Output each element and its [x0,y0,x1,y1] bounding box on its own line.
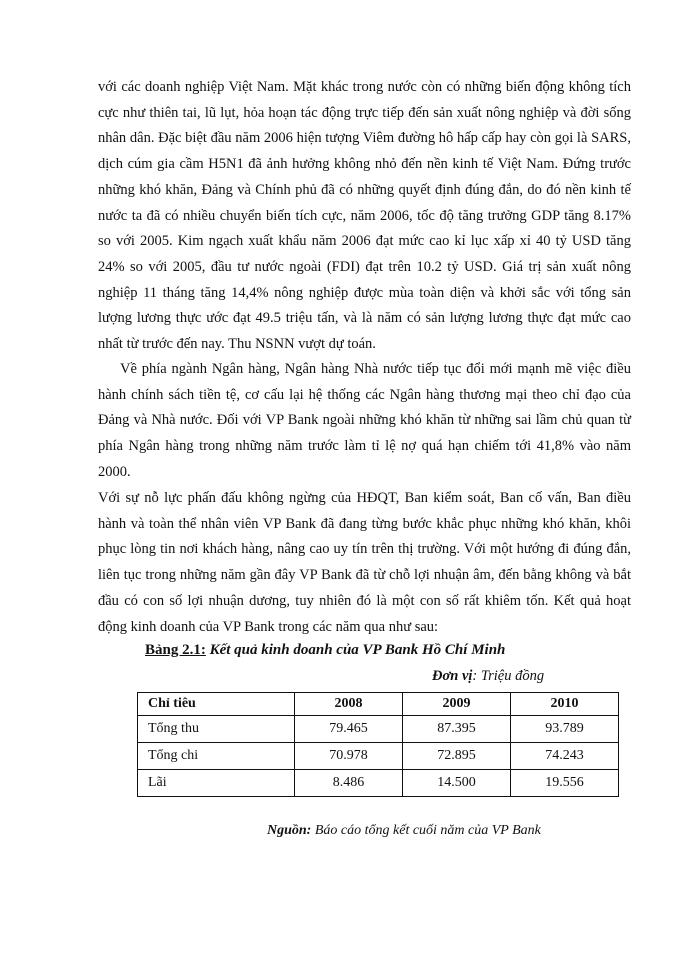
paragraph-banking-sector: Về phía ngành Ngân hàng, Ngân hàng Nhà nước tiếp tục đổi mới mạnh mẽ việc điều hành chính sách tiền tệ, cơ cấu lại hệ thống các Ngân hàng thương mại theo chỉ đạo của Đảng và Nhà nước. Đối với VP Bank ngoài những khó khăn từ những sai lầm chủ quan từ phía Ngân hàng trong những năm trước làm tỉ lệ nợ quá hạn chiếm tới 41,8% vào năm 2000. [98,361,631,480]
row-label: Lãi [138,770,295,797]
header-2010: 2010 [511,693,619,716]
cell-value: 87.395 [403,716,511,743]
cell-value: 14.500 [403,770,511,797]
table-row [138,716,619,743]
unit-value: : Triệu đồng [472,668,545,684]
cell-value: 74.243 [511,743,619,770]
unit-label: Đơn vị [432,668,473,684]
cell-value: 72.895 [403,743,511,770]
header-2008: 2008 [295,693,403,716]
cell-value: 70.978 [295,743,403,770]
cell-value: 79.465 [295,716,403,743]
paragraph-vpbank-effort: Với sự nỗ lực phấn đấu không ngừng của HĐQT, Ban kiểm soát, Ban cố vấn, Ban điều hành và toàn thể nhân viên VP Bank đã đang từng bước khắc phục những khó khăn, khôi phục lòng tin nơi khách hàng, nâng cao uy tín trên thị trường. Với một hướng đi đúng đắn, liên tục trong những năm gần đây VP Bank đã từ chỗ lợi nhuận âm, đến bằng không và bắt đầu có con số lợi nhuận dương, tuy nhiên đó là một con số rất khiêm tốn. Kết quả hoạt động kinh doanh của VP Bank trong các năm qua như sau: [98,490,631,635]
row-label: Tổng thu [138,716,295,743]
row-label: Tổng chi [138,743,295,770]
cell-value: 8.486 [295,770,403,797]
table-title: Kết quả kinh doanh của VP Bank Hồ Chí Minh [205,642,506,658]
table-source [267,823,541,839]
table-label: Bảng 2.1: [145,642,206,658]
source-label: Nguồn: [267,823,312,838]
cell-value: 19.556 [511,770,619,797]
header-indicator: Chỉ tiêu [138,693,295,716]
table-unit [432,668,544,685]
cell-value: 93.789 [511,716,619,743]
table-row [138,770,619,797]
table-row [138,743,619,770]
table-header-row [138,693,619,716]
business-results-table [137,692,619,797]
table-caption [145,642,505,659]
header-2009: 2009 [403,693,511,716]
paragraph-economy: với các doanh nghiệp Việt Nam. Mặt khác trong nước còn có những biến động không tích cực như thiên tai, lũ lụt, hỏa hoạn tác động trực tiếp đến sản xuất nông nghiệp và đời sống nhân dân. Đặc biệt đầu năm 2006 hiện tượng Viêm đường hô hấp cấp hay còn gọi là SARS, dịch cúm gia cầm H5N1 đã ảnh hưởng không nhỏ đến nền kinh tế Việt Nam. Đứng trước những khó khăn, Đảng và Chính phủ đã có những quyết định đúng đắn, do đó nền kinh tế nước ta đã có nhiều chuyển biến tích cực, năm 2006, tốc độ tăng trưởng GDP tăng 8.17% so với 2005. Kim ngạch xuất khẩu năm 2006 đạt mức cao kỉ lục xấp xỉ 40 tỷ USD tăng 24% so với 2005, đầu tư nước ngoài (FDI) đạt trên 10.2 tỷ USD. Giá trị sản xuất nông nghiệp 11 tháng tăng 14,4% nông nghiệp được mùa toàn diện và khởi sắc với tổng sản lượng lương thực ước đạt 49.5 triệu tấn, và là năm có sản lượng lương thực đạt mức cao nhất từ trước đến nay. Thu NSNN vượt dự toán. [98,79,631,353]
source-text: Báo cáo tổng kết cuối năm của VP Bank [311,823,541,838]
